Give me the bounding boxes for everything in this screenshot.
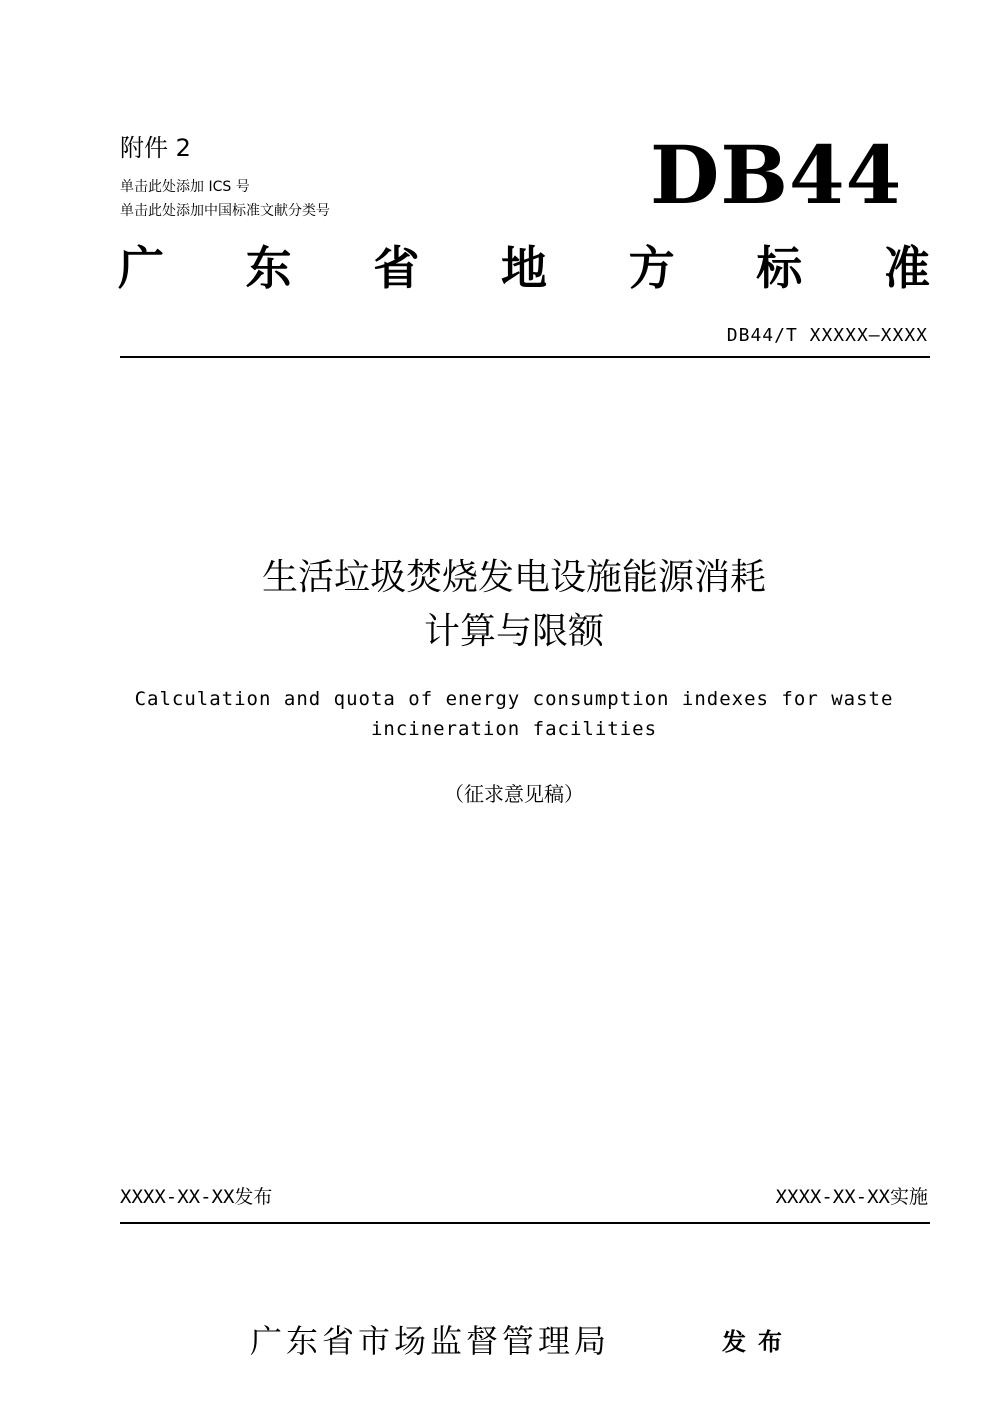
standard-type-char: 地 <box>500 241 547 295</box>
issue-date-code: XXXX-XX-XX <box>120 1186 235 1208</box>
ccs-classification-placeholder[interactable]: 单击此处添加中国标准文献分类号 <box>120 203 330 219</box>
issuing-action: 发布 <box>722 1327 794 1356</box>
db44-logo: DB44 <box>650 128 903 222</box>
implementation-date-code: XXXX-XX-XX <box>775 1186 890 1208</box>
english-title-line-1: Calculation and quota of energy consumption indexes for waste <box>134 688 894 710</box>
header-divider <box>120 356 930 358</box>
standard-type-char: 广 <box>118 241 164 295</box>
standard-type-title <box>118 238 930 298</box>
issuing-authority: 广东省市场监督管理局 <box>250 1322 611 1360</box>
issue-date <box>120 1182 272 1209</box>
ics-number-placeholder[interactable]: 单击此处添加 ICS 号 <box>120 179 250 195</box>
english-title-line-2: incineration facilities <box>370 718 658 740</box>
standard-type-char: 标 <box>756 241 803 295</box>
standard-type-char: 省 <box>373 241 420 295</box>
attachment-label: 附件 2 <box>120 134 191 162</box>
implementation-date <box>776 1182 928 1209</box>
chinese-title-line-1: 生活垃圾焚烧发电设施能源消耗 <box>261 557 766 598</box>
standard-type-char: 方 <box>628 241 675 295</box>
standard-type-char: 准 <box>883 241 930 295</box>
chinese-title-line-2: 计算与限额 <box>423 611 604 652</box>
draft-status: （征求意见稿） <box>444 782 584 806</box>
implementation-date-label: 实施 <box>889 1186 928 1208</box>
issue-date-label: 发布 <box>234 1186 273 1208</box>
standard-number: DB44/T XXXXX—XXXX <box>726 325 928 346</box>
standard-type-char: 东 <box>245 241 292 295</box>
footer-divider <box>120 1222 930 1224</box>
